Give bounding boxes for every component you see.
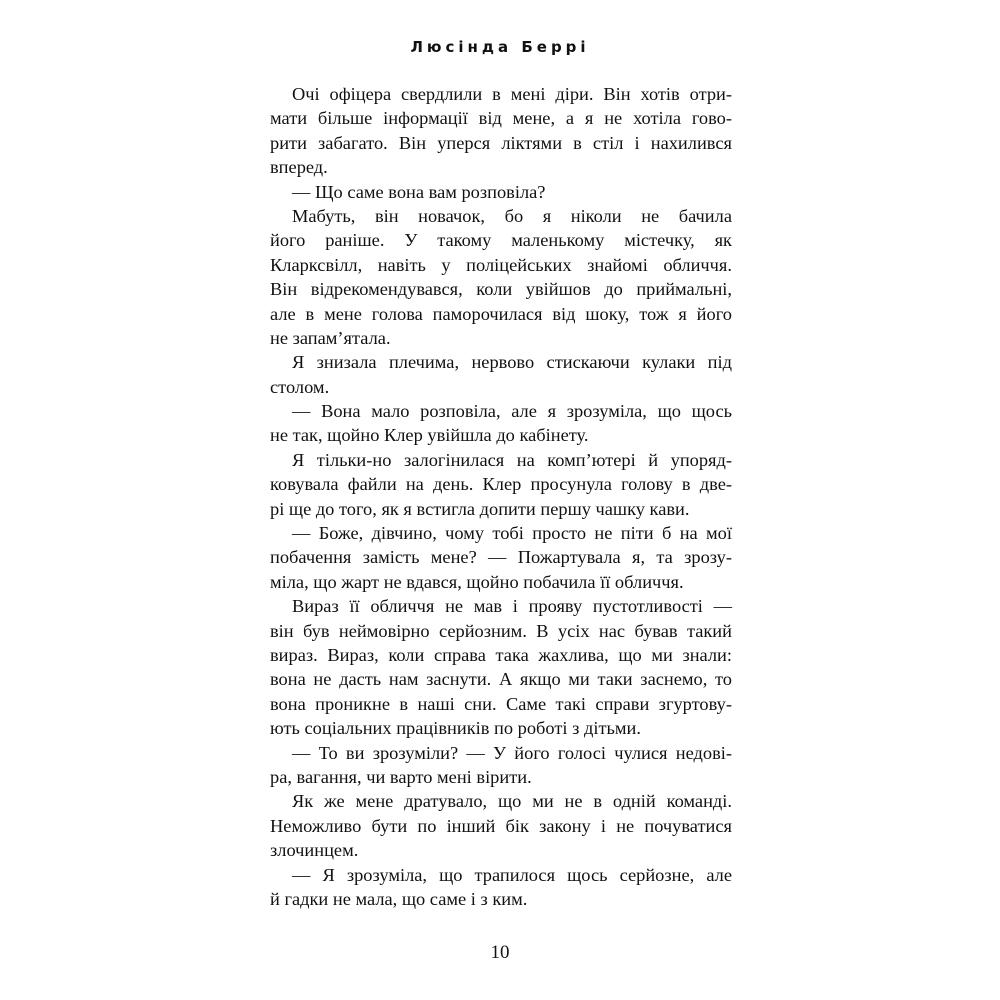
text-line: вираз. Вираз, коли справа така жахлива, що ми знали: — [270, 644, 732, 665]
page-number: 10 — [490, 942, 510, 963]
text-line: рі ще до того, як я встигла допити першу чашку кави. — [270, 498, 690, 519]
text-line: вона не дасть нам заснути. А якщо ми таки заснемо, то — [270, 669, 732, 690]
text-line: Очі офіцера свердлили в мені діри. Він хотів отри- — [292, 84, 732, 104]
body-text — [270, 82, 732, 911]
text-line: ють соціальних працівників по роботі з дітьми. — [270, 718, 641, 739]
text-line: злочинцем. — [270, 840, 359, 861]
text-line: Він відрекомендувався, коли увійшов до приймальні, — [270, 279, 732, 300]
text-line: Вираз її обличчя не мав і прояву пустотливості — — [292, 596, 732, 617]
text-line: Мабуть, він новачок, бо я ніколи не бачила — [292, 205, 732, 226]
text-line: він був неймовірно серйозним. В усіх нас бував такий — [270, 620, 732, 641]
text-line: — Що саме вона вам розповіла? — [292, 181, 546, 202]
text-line: — То ви зрозуміли? — У його голосі чулися недові- — [292, 742, 732, 763]
text-line: ковувала файли на день. Клер просунула голову в две- — [270, 474, 732, 495]
text-line: його раніше. У такому маленькому містечку, як — [270, 230, 732, 251]
text-line: Як же мене дратувало, що ми не в одній команді. — [292, 791, 732, 812]
text-line: — Боже, дівчино, чому тобі просто не піти б на мої — [292, 523, 732, 544]
text-line: рити забагато. Він уперся ліктями в стіл і нахилився — [270, 132, 732, 153]
text-line: й гадки не мала, що саме і з ким. — [270, 888, 528, 909]
text-line: вперед. — [270, 157, 328, 178]
running-head: Люсінда Беррі — [410, 38, 590, 56]
text-line: — Я зрозуміла, що трапилося щось серйозне, але — [292, 864, 732, 885]
text-line: не так, щойно Клер увійшла до кабінету. — [270, 425, 589, 446]
text-line: міла, що жарт не вдався, щойно побачила її обличчя. — [270, 571, 684, 592]
text-line: побачення замість мене? — Пожартувала я, та зрозу- — [270, 547, 732, 568]
text-line: столом. — [270, 376, 330, 397]
text-line: але в мене голова паморочилася від шоку, тож я його — [270, 303, 732, 324]
text-line: Неможливо бути по інший бік закону і не почуватися — [270, 815, 732, 836]
text-line: ра, вагання, чи варто мені вірити. — [270, 766, 532, 787]
text-line: Я знизала плечима, нервово стискаючи кулаки під — [292, 352, 732, 373]
text-line: Я тільки-но залогінилася на комп’ютері й упоряд- — [292, 449, 732, 470]
text-line: — Вона мало розповіла, але я зрозуміла, що щось — [292, 401, 732, 422]
text-line: Кларксвілл, навіть у поліцейських знайомі обличчя. — [270, 254, 732, 275]
text-line: не запам’ятала. — [270, 327, 391, 348]
text-line: мати більше інформації від мене, а я не хотіла гово- — [270, 108, 732, 129]
text-line: вона проникне в наші сни. Саме такі справи згуртову- — [270, 693, 732, 714]
